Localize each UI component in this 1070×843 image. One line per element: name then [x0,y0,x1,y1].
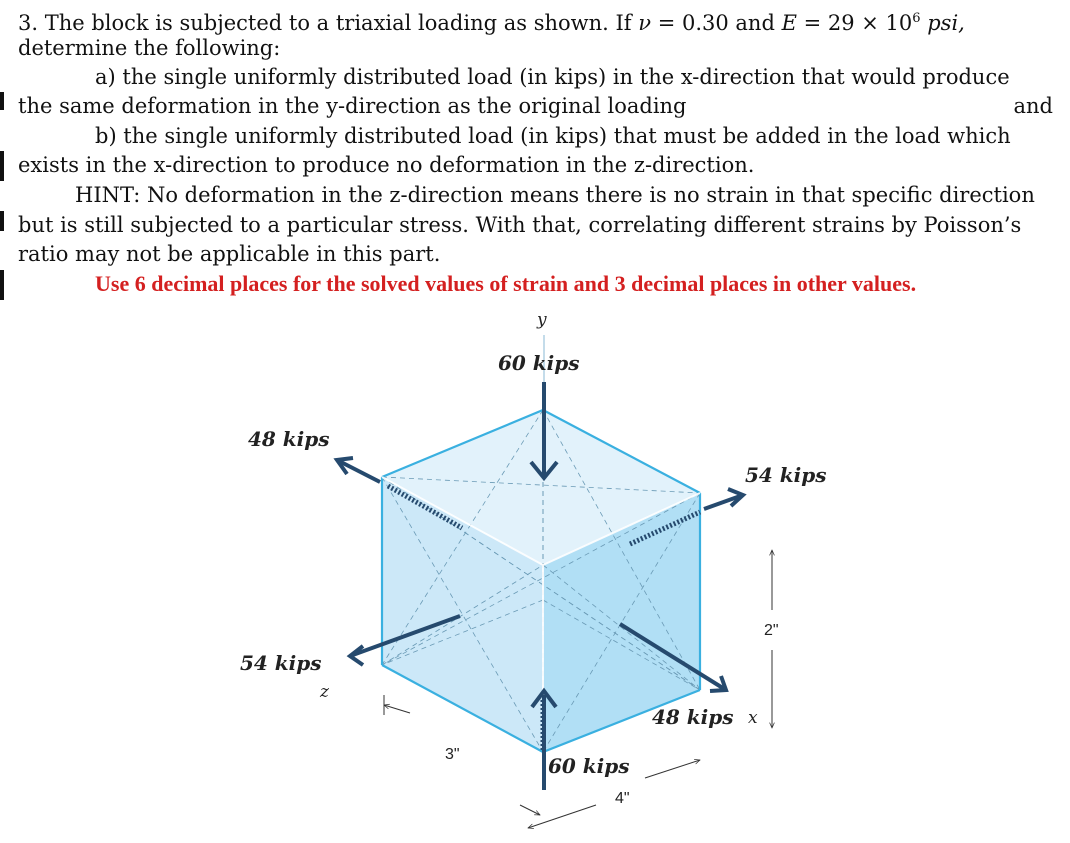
modulus-unit: psi, [920,11,965,35]
problem-line-2: determine the following: [18,36,281,60]
problem-intro-text: 3. The block is subjected to a triaxial loading as shown. If [18,11,639,35]
load-label-bottom: 60 kips [548,754,630,778]
modulus-symbol: E [781,11,797,35]
poisson-value: = 0.30 and [651,11,782,35]
load-label-right-back: 54 kips [745,463,827,487]
load-label-top: 60 kips [498,351,580,375]
load-label-right-front: 48 kips [652,705,734,729]
part-a-line-1: a) the single uniformly distributed load (in kips) in the x-direction that would produce [95,65,1010,89]
dimension-height-label: 2" [764,622,779,639]
poisson-symbol: ν [638,11,652,35]
part-a-text: the same deformation in the y-direction as the original loading [18,94,687,118]
part-a-and: and [1013,94,1053,118]
instruction-text: Use 6 decimal places for the solved values of strain and 3 decimal places in other values. [95,271,917,296]
part-b-line-1: b) the single uniformly distributed load (in kips) that must be added in the load which [95,124,1011,148]
dimension-width-label: 4" [615,790,630,807]
modulus-exponent: 6 [912,11,921,26]
hint-line-2: but is still subjected to a particular stress. With that, correlating different strains by Poisson’s [18,213,1022,237]
axis-y-label: y [537,310,547,330]
dimension-depth-label: 3" [445,746,460,763]
load-label-left-front: 54 kips [240,651,322,675]
hint-line-1: HINT: No deformation in the z-direction means there is no strain in that specific direction [75,183,1035,207]
load-label-left-back: 48 kips [248,427,330,451]
modulus-value: = 29 × 10 [796,11,913,35]
part-b-line-2: exists in the x-direction to produce no deformation in the z-direction. [18,153,755,177]
axis-x-label: x [748,708,758,728]
axis-z-label: z [320,682,329,702]
hint-line-3: ratio may not be applicable in this part. [18,242,441,266]
